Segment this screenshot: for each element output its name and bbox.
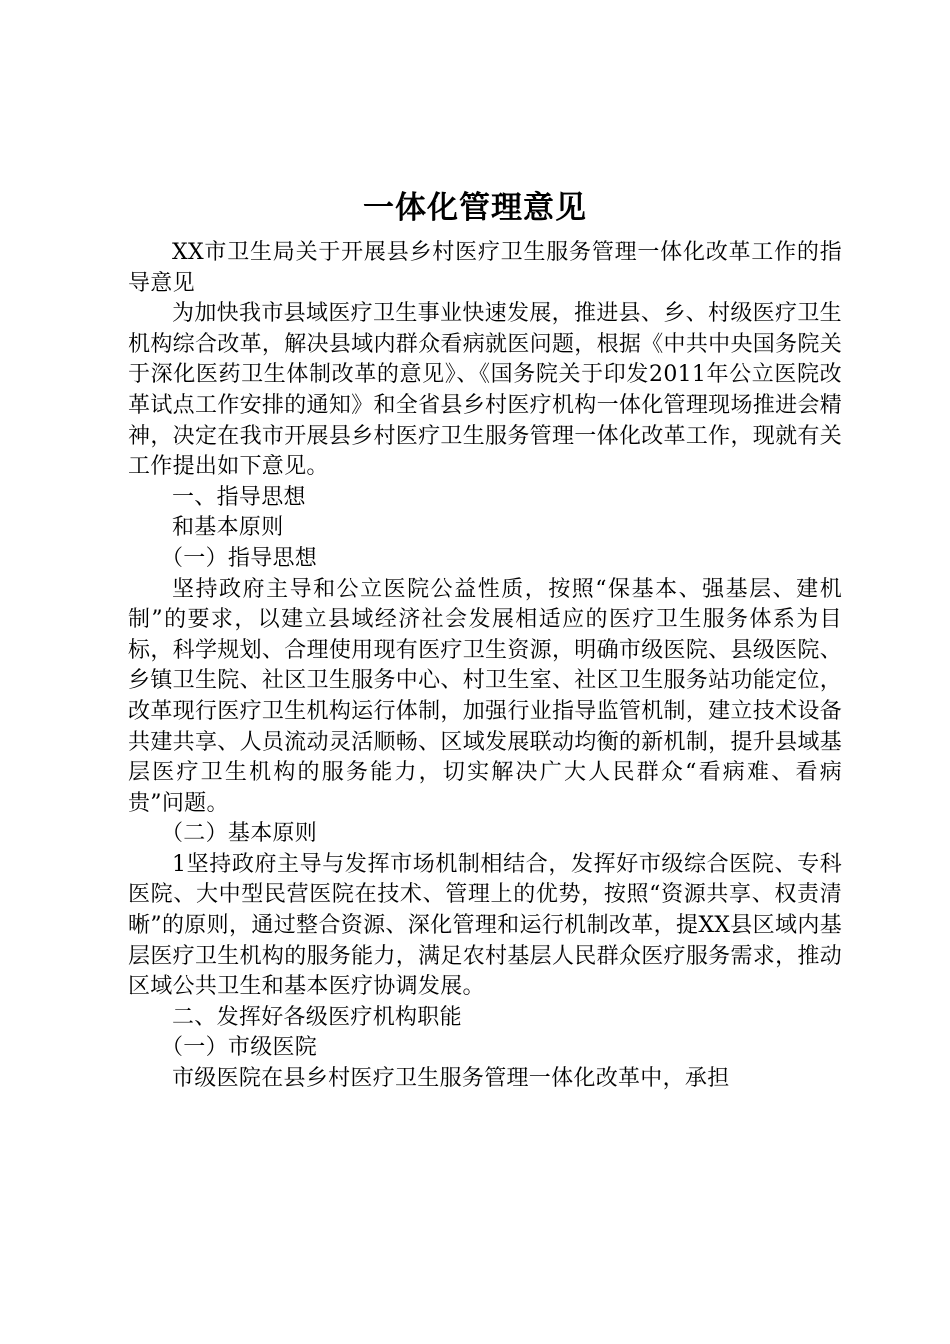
section-heading: 一、指导思想 xyxy=(172,484,306,510)
paragraph: 为加快我市县域医疗卫生事业快速发展，推进县、乡、村级医疗卫生机构综合改革，解决县域内群众看病就医问题，根据《中共中央国务院关于深化医药卫生体制改革的意见》、《国务院关于印发2011年公立医院改革试点工作安排的通知》和全省县乡村医疗机构一体化管理现场推进会精神，决定在我市开展县乡村医疗卫生服务管理一体化改革工作，现就有关工作提出如下意见。 xyxy=(128,301,842,480)
paragraph: 坚持政府主导和公立医院公益性质，按照“保基本、强基层、建机制”的要求，以建立县域经济社会发展相适应的医疗卫生服务体系为目标，科学规划、合理使用现有医疗卫生资源，明确市级医院、县级医院、乡镇卫生院、社区卫生服务中心、村卫生室、社区卫生服务站功能定位，改革现行医疗卫生机构运行体制，加强行业指导监管机制，建立技术设备共建共享、人员流动灵活顺畅、区域发展联动均衡的新机制，提升县域基层医疗卫生机构的服务能力，切实解决广大人民群众“看病难、看病贵”问题。 xyxy=(128,576,842,816)
document-title: 一体化管理意见 xyxy=(363,190,587,226)
subsection-heading: （一）市级医院 xyxy=(161,1035,318,1061)
section-heading: 二、发挥好各级医疗机构职能 xyxy=(172,1004,462,1030)
paragraph: 市级医院在县乡村医疗卫生服务管理一体化改革中，承担 xyxy=(172,1066,730,1092)
subsection-heading: （一）指导思想 xyxy=(161,545,318,571)
subsection-heading: （二）基本原则 xyxy=(161,821,318,847)
paragraph: XX市卫生局关于开展县乡村医疗卫生服务管理一体化改革工作的指导意见 xyxy=(128,240,842,296)
document-body xyxy=(128,238,842,1095)
paragraph: 1坚持政府主导与发挥市场机制相结合，发挥好市级综合医院、专科医院、大中型民营医院在技术、管理上的优势，按照“资源共享、权责清晰”的原则，通过整合资源、深化管理和运行机制改革，提XX县区域内基层医疗卫生机构的服务能力，满足农村基层人民群众医疗服务需求，推动区域公共卫生和基本医疗协调发展。 xyxy=(128,851,842,1000)
section-heading: 和基本原则 xyxy=(172,515,284,541)
